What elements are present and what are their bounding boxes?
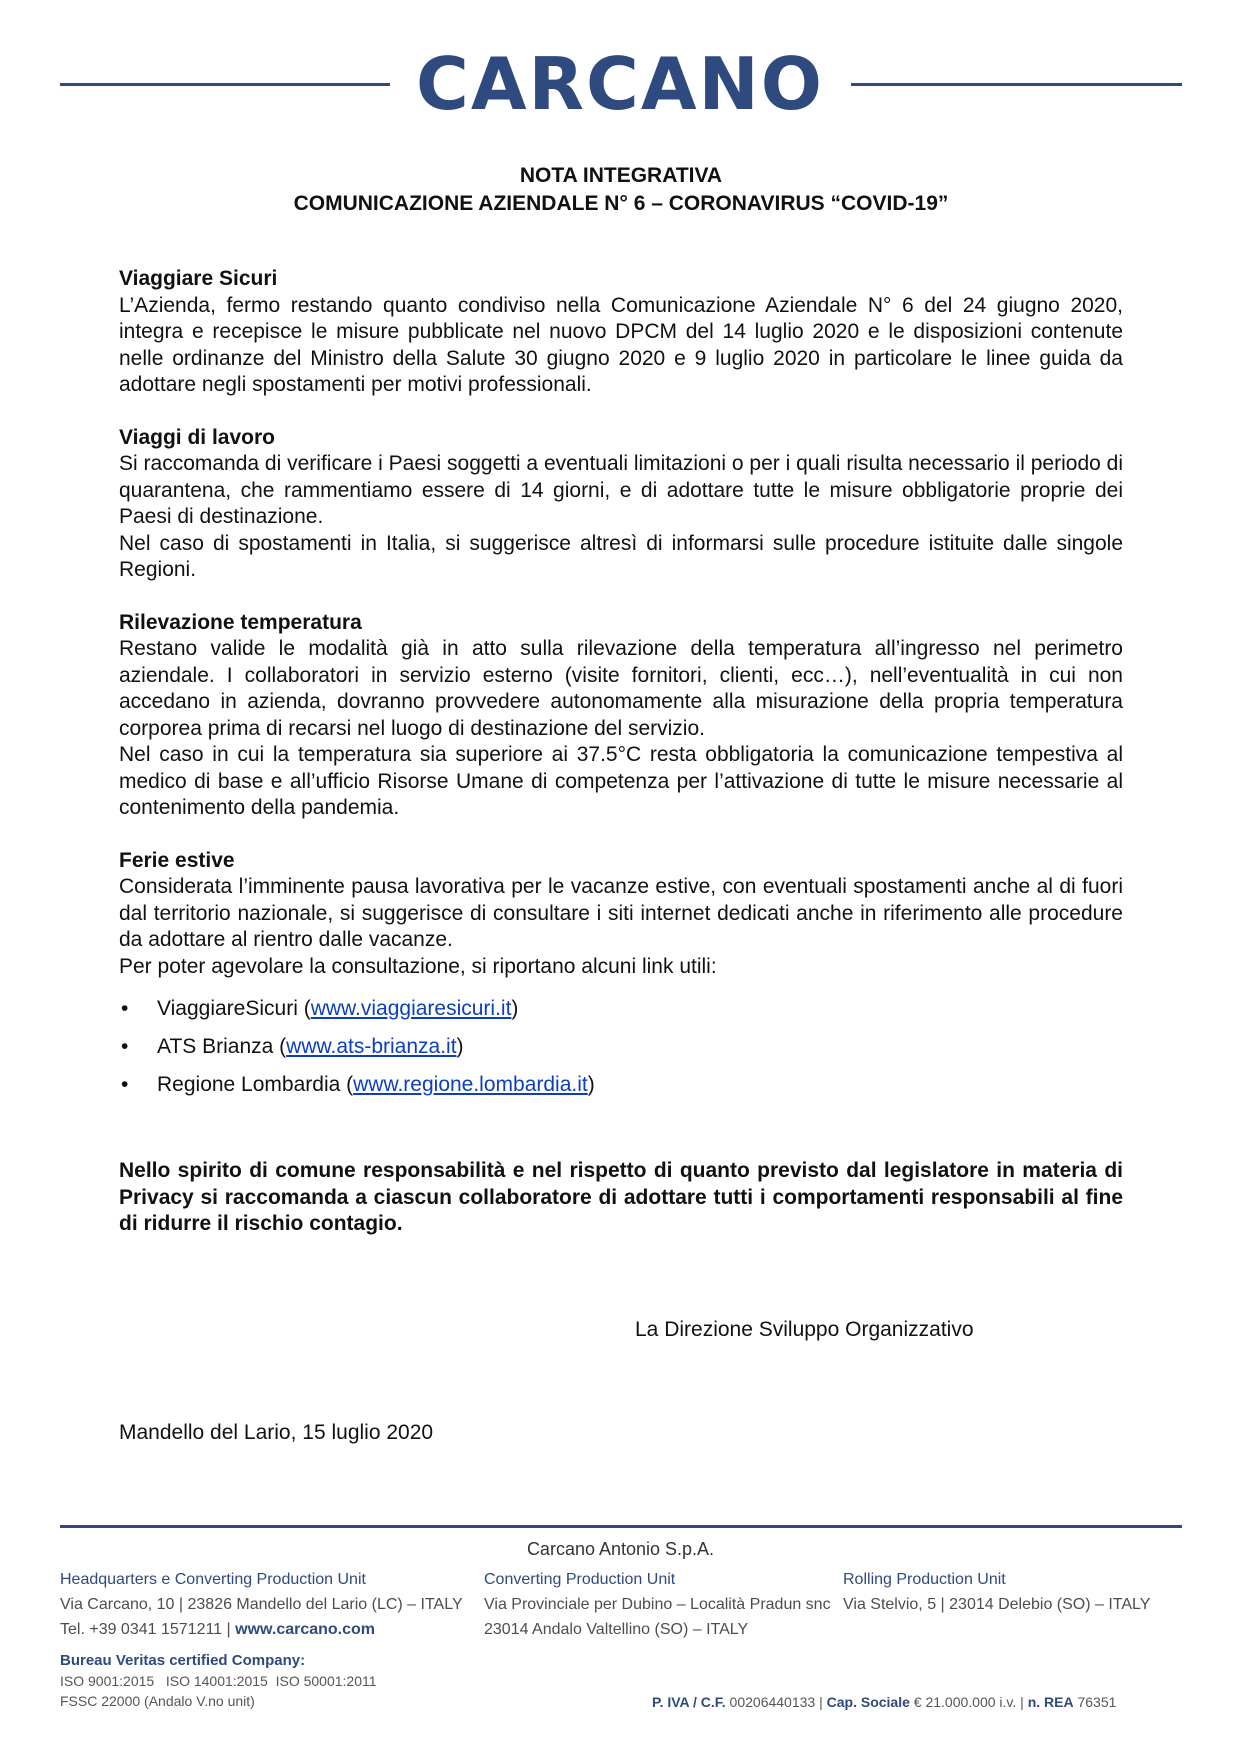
title-line-2: COMUNICAZIONE AZIENDALE N° 6 – CORONAVIRUS “COVID-19” bbox=[293, 192, 949, 215]
paragraph: Si raccomanda di verificare i Paesi soggetti a eventuali limitazioni o per i quali risulta necessario il periodo di quarantena, che rammentiamo essere di 14 giorni, e di adottare tutte le misure obbligatorie proprie dei Paesi di destinazione. bbox=[119, 452, 1123, 528]
piva-value: 00206440133 | bbox=[729, 1694, 823, 1710]
link-name: ViaggiareSicuri bbox=[157, 997, 298, 1020]
company-logo: CARCANO bbox=[415, 42, 825, 126]
footer-hq-title: Headquarters e Converting Production Unit bbox=[60, 1571, 366, 1588]
paragraph: Considerata l’imminente pausa lavorativa per le vacanze estive, con eventuali spostamenti anche al di fuori dal territorio nazionale, si suggerisce di consultare i siti internet dedicati anche in riferimento alle procedure da adottare al rientro dalle vacanze. bbox=[119, 875, 1123, 951]
footer-converting bbox=[484, 1567, 831, 1642]
header-rule-left bbox=[60, 83, 390, 86]
footer-cert-line1: ISO 9001:2015 ISO 14001:2015 ISO 50001:2011 bbox=[60, 1673, 377, 1689]
title-line-1: NOTA INTEGRATIVA bbox=[519, 164, 723, 187]
list-item: • Regione Lombardia (www.regione.lombardia.it) bbox=[119, 1066, 1123, 1104]
link-name: ATS Brianza bbox=[157, 1035, 274, 1058]
footer-website-link[interactable]: www.carcano.com bbox=[235, 1621, 376, 1638]
section-title: Viaggi di lavoro bbox=[119, 425, 275, 449]
footer-rolling bbox=[843, 1567, 1150, 1617]
footer-hq-contacts bbox=[60, 1617, 463, 1642]
bullet-icon: • bbox=[121, 1073, 129, 1096]
paragraph: Restano valide le modalità già in atto sulla rilevazione della temperatura all’ingresso nel perimetro aziendale. I collaboratori in servizio esterno (visite fornitori, clienti, ecc…), nell’eventualità in cui non accedano in azienda, dovranno provvedere autonomamente alla misurazione della propria temperatura corporea prima di recarsi nel luogo di destinazione del servizio. bbox=[119, 637, 1123, 740]
useful-links-list bbox=[119, 990, 1123, 1104]
list-item: • ViaggiareSicuri (www.viaggiaresicuri.it) bbox=[119, 990, 1123, 1028]
footer-hq-tel: Tel. +39 0341 1571211 | bbox=[60, 1621, 231, 1638]
footer-hq bbox=[60, 1567, 463, 1642]
link-name: Regione Lombardia bbox=[157, 1073, 341, 1096]
document-body bbox=[119, 266, 1123, 1130]
header-rule-right bbox=[851, 83, 1182, 86]
list-item: • ATS Brianza (www.ats-brianza.it) bbox=[119, 1028, 1123, 1066]
capital-value: € 21.000.000 i.v. | bbox=[913, 1694, 1024, 1710]
link-viaggiaresicuri[interactable]: www.viaggiaresicuri.it bbox=[310, 997, 512, 1020]
footer-converting-line1: Via Provinciale per Dubino – Località Pradun snc bbox=[484, 1596, 831, 1613]
section-viaggiare-sicuri bbox=[119, 266, 1123, 399]
footer-legal bbox=[652, 1694, 1116, 1710]
bullet-icon: • bbox=[121, 1035, 129, 1058]
footer-hq-address: Via Carcano, 10 | 23826 Mandello del Lario (LC) – ITALY bbox=[60, 1596, 463, 1613]
section-title: Ferie estive bbox=[119, 848, 235, 872]
footer-rule bbox=[60, 1525, 1182, 1528]
paragraph: Per poter agevolare la consultazione, si riportano alcuni link utili: bbox=[119, 954, 717, 978]
rea-value: 76351 bbox=[1077, 1694, 1117, 1710]
link-ats-brianza[interactable]: www.ats-brianza.it bbox=[286, 1035, 457, 1058]
paragraph: Nel caso in cui la temperatura sia superiore ai 37.5°C resta obbligatoria la comunicazione tempestiva al medico di base e all’ufficio Risorse Umane di competenza per l’attivazione di tutte le misure necessarie al contenimento della pandemia. bbox=[119, 743, 1123, 819]
signature: La Direzione Sviluppo Organizzativo bbox=[635, 1318, 974, 1341]
footer-converting-line2: 23014 Andalo Valtellino (SO) – ITALY bbox=[484, 1621, 749, 1638]
bullet-icon: • bbox=[121, 997, 129, 1020]
footer-company-name: Carcano Antonio S.p.A. bbox=[526, 1539, 715, 1559]
document-title bbox=[119, 162, 1123, 218]
section-title: Viaggiare Sicuri bbox=[119, 267, 278, 290]
footer-cert-title: Bureau Veritas certified Company: bbox=[60, 1652, 306, 1669]
capital-label: Cap. Sociale bbox=[826, 1694, 910, 1710]
place-date: Mandello del Lario, 15 luglio 2020 bbox=[119, 1421, 434, 1444]
link-regione-lombardia[interactable]: www.regione.lombardia.it bbox=[353, 1073, 588, 1096]
footer-converting-title: Converting Production Unit bbox=[484, 1571, 676, 1588]
rea-label: n. REA bbox=[1027, 1694, 1074, 1710]
section-viaggi-di-lavoro bbox=[119, 425, 1123, 584]
piva-label: P. IVA / C.F. bbox=[652, 1694, 726, 1710]
paragraph: L’Azienda, fermo restando quanto condiviso nella Comunicazione Aziendale N° 6 del 24 giugno 2020, integra e recepisce le misure pubblicate nel nuovo DPCM del 14 luglio 2020 e le disposizioni contenute nelle ordinanze del Ministro della Salute 30 giugno 2020 e 9 luglio 2020 in particolare le linee guida da adottare negli spostamenti per motivi professionali. bbox=[119, 293, 1123, 396]
footer-rolling-title: Rolling Production Unit bbox=[843, 1571, 1006, 1588]
footer-cert-line2: FSSC 22000 (Andalo V.no unit) bbox=[60, 1693, 255, 1709]
footer-certifications bbox=[60, 1651, 377, 1711]
paragraph: Nel caso di spostamenti in Italia, si suggerisce altresì di informarsi sulle procedure istituite dalle singole Regioni. bbox=[119, 531, 1123, 581]
section-title: Rilevazione temperatura bbox=[119, 610, 362, 634]
section-ferie-estive bbox=[119, 848, 1123, 1105]
closing-statement: Nello spirito di comune responsabilità e nel rispetto di quanto previsto dal legislatore in materia di Privacy si raccomanda a ciascun collaboratore di adottare tutti i comportamenti responsabili al fine di ridurre il rischio contagio. bbox=[119, 1159, 1123, 1235]
footer-rolling-line1: Via Stelvio, 5 | 23014 Delebio (SO) – ITALY bbox=[843, 1596, 1151, 1613]
section-rilevazione-temperatura bbox=[119, 610, 1123, 822]
